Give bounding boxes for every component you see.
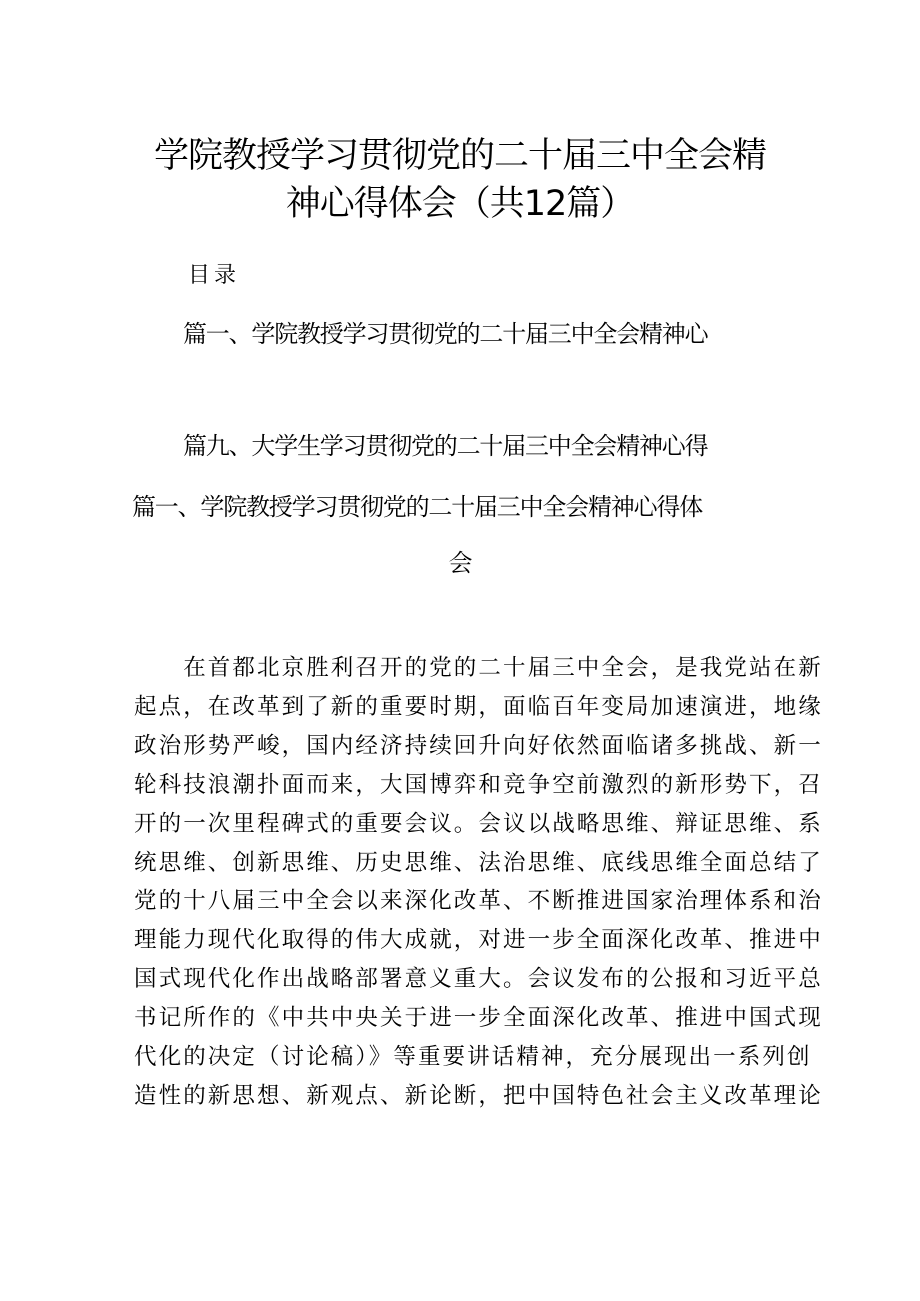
body-line: 党的十八届三中全会以来深化改革、不断推进国家治理体系和治 (134, 888, 823, 915)
body-line: 代化的决定（讨论稿）》等重要讲话精神，充分展现出一系列创 (134, 1044, 812, 1071)
section-heading (132, 492, 792, 578)
toc-item-1[interactable]: 篇一、学院教授学习贯彻党的二十届三中全会精神心 (183, 320, 708, 348)
body-line: 造性的新思想、新观点、新论断，把中国特色社会主义改革理论 (134, 1082, 823, 1109)
document-title (120, 132, 800, 228)
section-heading-line-2: 会 (448, 549, 472, 577)
body-line: 在首都北京胜利召开的党的二十届三中全会，是我党站在新 (134, 655, 823, 681)
section-heading-line-1: 篇一、学院教授学习贯彻党的二十届三中全会精神心得体 (132, 493, 702, 521)
body-line: 书记所作的《中共中央关于进一步全面深化改革、推进中国式现 (134, 1005, 823, 1032)
body-line: 理能力现代化取得的伟大成就，对进一步全面深化改革、推进中 (134, 927, 823, 954)
document-title-line-2: 神心得体会（共12篇） (285, 184, 635, 224)
toc-item-2[interactable]: 篇九、大学生学习贯彻党的二十届三中全会精神心得 (183, 432, 708, 460)
body-line: 国式现代化作出战略部署意义重大。会议发布的公报和习近平总 (134, 966, 823, 993)
body-line: 政治形势严峻，国内经济持续回升向好依然面临诸多挑战、新一 (134, 732, 823, 759)
document-title-line-1: 学院教授学习贯彻党的二十届三中全会精 (153, 136, 766, 176)
body-line: 起点，在改革到了新的重要时期，面临百年变局加速演进，地缘 (134, 693, 823, 720)
toc-label: 目录 (188, 263, 241, 288)
body-paragraph (134, 649, 823, 1116)
body-line: 统思维、创新思维、历史思维、法治思维、底线思维全面总结了 (134, 849, 823, 876)
body-line: 开的一次里程碑式的重要会议。会议以战略思维、辩证思维、系 (134, 810, 823, 837)
body-line: 轮科技浪潮扑面而来，大国博弈和竞争空前激烈的新形势下，召 (134, 771, 823, 798)
